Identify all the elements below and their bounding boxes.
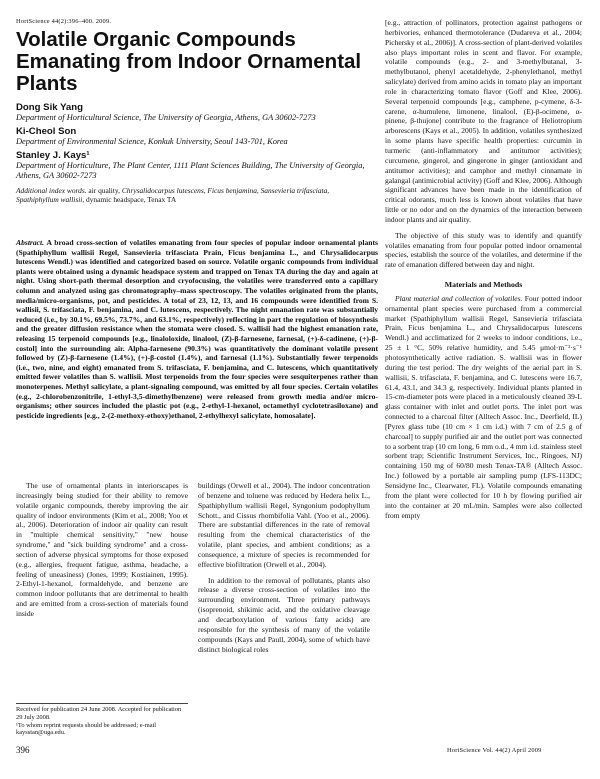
paragraph: The use of ornamental plants in interiorscapes is increasingly being studied for their ability to remove volatile organic compounds, thereby improving the air quality of indoor environments (Kim et al., 2008; Yoo et al., 2006). Deterioration of indoor air quality can result in "multiple chemical sensitivity," "new house syndrome," and "sick building syndrome" and a cross-section of adverse physical symptoms for those exposed (e.g., allergies, frequent fatigue, asthma, headache, a feeling of uneasiness) (Jones, 1999; Kostiainen, 1995). 2-Ethyl-1-hexanol, formaldehyde, and benzene are common indoor pollutants that are detrimental to health and are emitted from a cross-section of materials found inside: [16, 481, 188, 618]
page-number: 396: [16, 745, 30, 755]
section-heading: Materials and Methods: [444, 280, 523, 290]
body-column-left: [16, 481, 188, 619]
footer-journal: HortScience Vol. 44(2) April 2009: [447, 747, 542, 754]
body-column-middle: [198, 481, 370, 654]
paragraph: [e.g., attraction of pollinators, protection against pathogens or herbivories, enhanced thermotolerance (Dudareva et al., 2004; Pichersky et al., 2006)]. A cross-section of plant-derived volatiles also plays important roles in scent and flavor. For example, volatile compounds (e.g., 2- and 3-methylbutanal, 3-methylbutanol, phenyl acetaldehyde, 2-phenylethanol, methyl salicylate) derived from amino acids in tomato play an important role in characterizing tomato flavor (Goff and Klee, 2006). Several terpenoid compounds [e.g., camphene, p-cymene, δ-3-carene, α-humulene, limonene, linalool, (E)-β-ocimene, α-pinene, β-thujone] contribute to the fragrance of Heliotropium arborescens (Kays et al., 2005). In addition, volatiles synthesized in some plants have specific health properties: curcumin in turmeric (anti-inflammatory and antitumor activities); curcumene, gingerol, and gingerone in ginger (antioxidant and antitumor activities); and camphor and methyl cinnamate in galangal (antimicrobial activity) (Goff and Klee, 2006). Although significant advances have been made in the identification of critical odorants, much less is known about volatiles that have little or no odor and on the dynamics of the interaction between indoor plants and air quality.: [385, 18, 582, 224]
footnotes: [16, 703, 188, 737]
keywords-tail: dynamic headspace, Tenax TA: [86, 195, 177, 204]
author-affiliation: Department of Environmental Science, Konkuk University, Seoul 143-701, Korea: [16, 137, 288, 146]
paragraph: buildings (Orwell et al., 2004). The indoor concentration of benzene and toluene was reduced by Hedera helix L., Spathiphyllum wallisii Regel, Syngonium podophyllum Schott., and Cissus rhombifolia Vahl. (Yoo et al., 2006). There are substantial differences in the rate of removal resulting from the chemical characteristics of the volatile, plant species, and ambient conditions; as a consequence, a mixture of species is recommended for effective biofiltration (Orwell et al., 2004).: [198, 481, 370, 569]
author-name: Stanley J. Kays¹: [16, 150, 90, 161]
paragraph: In addition to the removal of pollutants, plants also release a diverse cross-section of volatiles into the surrounding environment. Three primary pathways (isoprenoid, shikimic acid, and the oxidative cleavage and decarboxylation of various fatty acids) are responsible for the synthesis of many of the volatile compounds (Kays and Paull, 2004), some of which have distinct biological roles: [198, 575, 370, 654]
author-name: Ki-Cheol Son: [16, 126, 77, 137]
body-column-right: [385, 18, 582, 520]
author-affiliation: Department of Horticultural Science, The University of Georgia, Athens, GA 30602-7273: [16, 113, 316, 122]
author-name: Dong Sik Yang: [16, 102, 83, 113]
abstract-label: Abstract.: [16, 238, 45, 247]
paragraph: The objective of this study was to identify and quantify volatiles emanating from four popular potted indoor ornamental species, establish the source of the volatiles, and determine if the rate of emanation differed between day and night.: [385, 230, 582, 270]
keywords: [16, 186, 366, 204]
methods-text: Four potted indoor ornamental plant species were purchased from a commercial market (Spathiphyllum wallisii Regel, Sansevieria trifasciata Prain, Ficus benjamina L., and Chrysalidocarpus lutescens Wendl.) and acclimatized for 2 weeks to indoor conditions, i.e., 25 ± 1 °C, 50% relative humidity, and 5.45 μmol·m⁻²·s⁻¹ photosynthetically active radiation. S. wallisii was in flower during the test period. The dry weights of the aerial part in S. wallisii, S. trifasciata, F. benjamina, and C. lutescens were 16.7, 61.4, 43.1, and 34.3 g, respectively. Individual plants planted in 15-cm-diameter pots were placed in a meticulously cleaned 39-L glass container with inlet and outlet ports. The inlet port was connected to a charcoal filter (Alltech Assoc. Inc., Deerfield, IL) [Pyrex glass tube (10 cm × 1 cm i.d.) with 7 cm of 2.5 g of charcoal] to supply purified air and the outlet port was connected to a sorbent trap (10 cm long, 6 mm o.d., 4 mm i.d. stainless steel sorbent trap; Scientific Instrument Services, Inc., Ringoes, NJ) containing 150 mg of 60/80 mesh Tenax-TA® (Alltech Assoc. Inc.) followed by a portable air sampling pump (LFS-113DC; Sensidyne Inc., Clearwater, FL). Volatile compounds emanating from the plant were collected for 10 h by flowing purified air into the container at 20 mL/min. Samples were also collected from empty: [385, 293, 583, 520]
subsection-heading: Plant material and collection of volatiles.: [395, 293, 523, 303]
keywords-lead: air quality,: [88, 186, 120, 195]
author-block: [16, 102, 366, 181]
author-affiliation: Department of Horticulture, The Plant Center, 1111 Plant Sciences Building, The University of Georgia, Athens, GA 30602-7273: [16, 161, 365, 180]
methods-paragraph: [385, 294, 582, 520]
footnote-received: Received for publication 24 June 2008. Accepted for publication 29 July 2008.: [16, 706, 182, 721]
abstract: [16, 238, 378, 420]
title-block: [16, 18, 366, 204]
article-title: Volatile Organic Compounds Emanating from Indoor Ornamental Plants: [16, 28, 362, 95]
keywords-species: Chrysalidocarpus lutescens, Ficus benjamina, Sansevieria trifasciata, Spathiphyllum wallisii,: [16, 186, 330, 204]
keywords-label: Additional index words.: [16, 186, 87, 195]
footnote-correspondence: ¹To whom reprint requests should be addressed; e-mail kaysstan@uga.edu.: [16, 721, 157, 737]
abstract-text: A broad cross-section of volatiles emanating from four species of popular indoor ornamental plants (Spathiphyllum wallisii Regel, Sansevieria trifasciata Prain, Ficus benjamina L., and Chrysalidocarpus lutescens Wendl.) was identified and categorized based on source. Volatile organic compounds from individual plants were obtained using a dynamic headspace system and trapped on Tenax TA during the day and again at night. Using short-path thermal desorption and cryofocusing, the volatiles were transferred onto a capillary column and analyzed using gas chromatography–mass spectroscopy. The volatiles originated from the plants, media/micro-organisms, pot, and pesticides. A total of 23, 12, 13, and 16 compounds were identified from S. wallisii, S. trifasciata, F. benjamina, and C. lutescens, respectively. The night emanation rate was substantially reduced (i.e., by 30.1%, 69.5%, 73.7%, and 63.1%, respectively) reflecting in part the regulation of biosynthesis and the greater diffusion resistance when the stomata were closed. S. wallisii had the highest emanation rate, releasing 15 terpenoid compounds [e.g., linaloloxide, linalool, (Z)-β-farnesene, farnesal, (+)-δ-cadinene, (+)-β-costol] into the surrounding air. Alpha-farnesene (90.3%) was quantitatively the dominant volatile present followed by (Z)-β-farnesene (1.4%), (+)-β-costol (1.4%), and farnesal (1.1%). Substantially fewer terpenoids (i.e., two, nine, and eight) emanated from S. trifasciata, F. benjamina, and C. lutescens, which quantitatively emitted fewer volatiles than S. wallisii. Most terpenoids from the four species were sesquiterpenes rather than monoterpenes. Methyl salicylate, a plant-signaling compound, was emitted by all four species. Certain volatiles (e.g., 2-chlorobenzonitrile, 1-ethyl-3,5-dimethylbenzene) were released from growth media and/or micro-organisms; other sources included the plastic pot (e.g., 2-ethyl-1-hexanol, octamethyl cyclotetrasiloxane) and pesticide ingredients [e.g., 2-(2-methoxy-ethoxy)ethanol, 2-ethylhexyl salicylate, homosalate].: [16, 238, 378, 420]
journal-header: HortScience 44(2):396–400. 2009.: [16, 18, 112, 25]
